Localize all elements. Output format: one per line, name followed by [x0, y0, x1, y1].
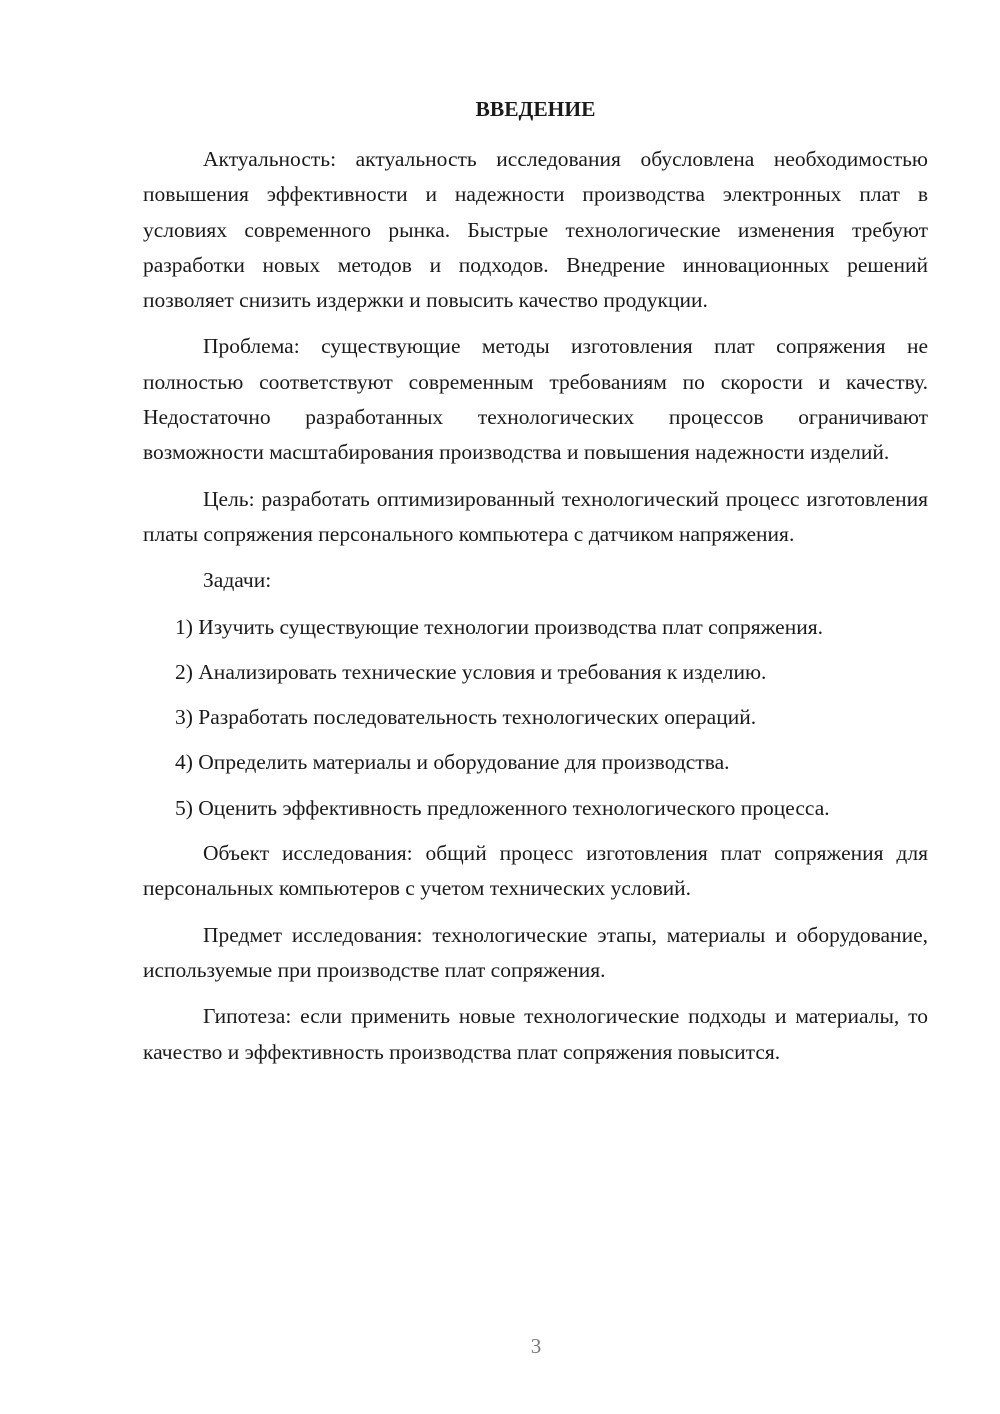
page-number: 3 — [530, 1334, 542, 1358]
task-item-5: 5) Оценить эффективность предложенного технологического процесса. — [175, 795, 830, 820]
paragraph-hypothesis: Гипотеза: если применить новые технологические подходы и материалы, то качество и эффективность производства плат сопряжения повысится. — [143, 1004, 928, 1064]
document-page — [143, 94, 928, 1081]
paragraph-problem: Проблема: существующие методы изготовления плат сопряжения не полностью соответствуют современным требованиям по скорости и качеству. Недостаточно разработанных технологических процессов ограничивают возможности масштабирования производства и повышения надежности изделий. — [143, 334, 928, 465]
paragraph-relevance: Актуальность: актуальность исследования обусловлена необходимостью повышения эффективности и надежности производства электронных плат в условиях современного рынка. Быстрые технологические изменения требуют разработки новых методов и подходов. Внедрение инновационных решений позволяет снизить издержки и повысить качество продукции. — [143, 147, 928, 313]
task-item-4: 4) Определить материалы и оборудование для производства. — [175, 750, 730, 775]
task-item-1: 1) Изучить существующие технологии производства плат сопряжения. — [175, 614, 823, 639]
task-item-3: 3) Разработать последовательность технологических операций. — [175, 705, 757, 730]
tasks-label: Задачи: — [203, 568, 272, 593]
paragraph-goal: Цель: разработать оптимизированный технологический процесс изготовления платы сопряжения персонального компьютера с датчиком напряжения. — [143, 486, 928, 546]
task-item-2: 2) Анализировать технические условия и требования к изделию. — [175, 659, 767, 684]
paragraph-object: Объект исследования: общий процесс изготовления плат сопряжения для персональных компьютеров с учетом технических условий. — [143, 841, 928, 901]
paragraph-subject: Предмет исследования: технологические этапы, материалы и оборудование, используемые при производстве плат сопряжения. — [143, 922, 928, 982]
section-heading: ВВЕДЕНИЕ — [475, 97, 596, 121]
